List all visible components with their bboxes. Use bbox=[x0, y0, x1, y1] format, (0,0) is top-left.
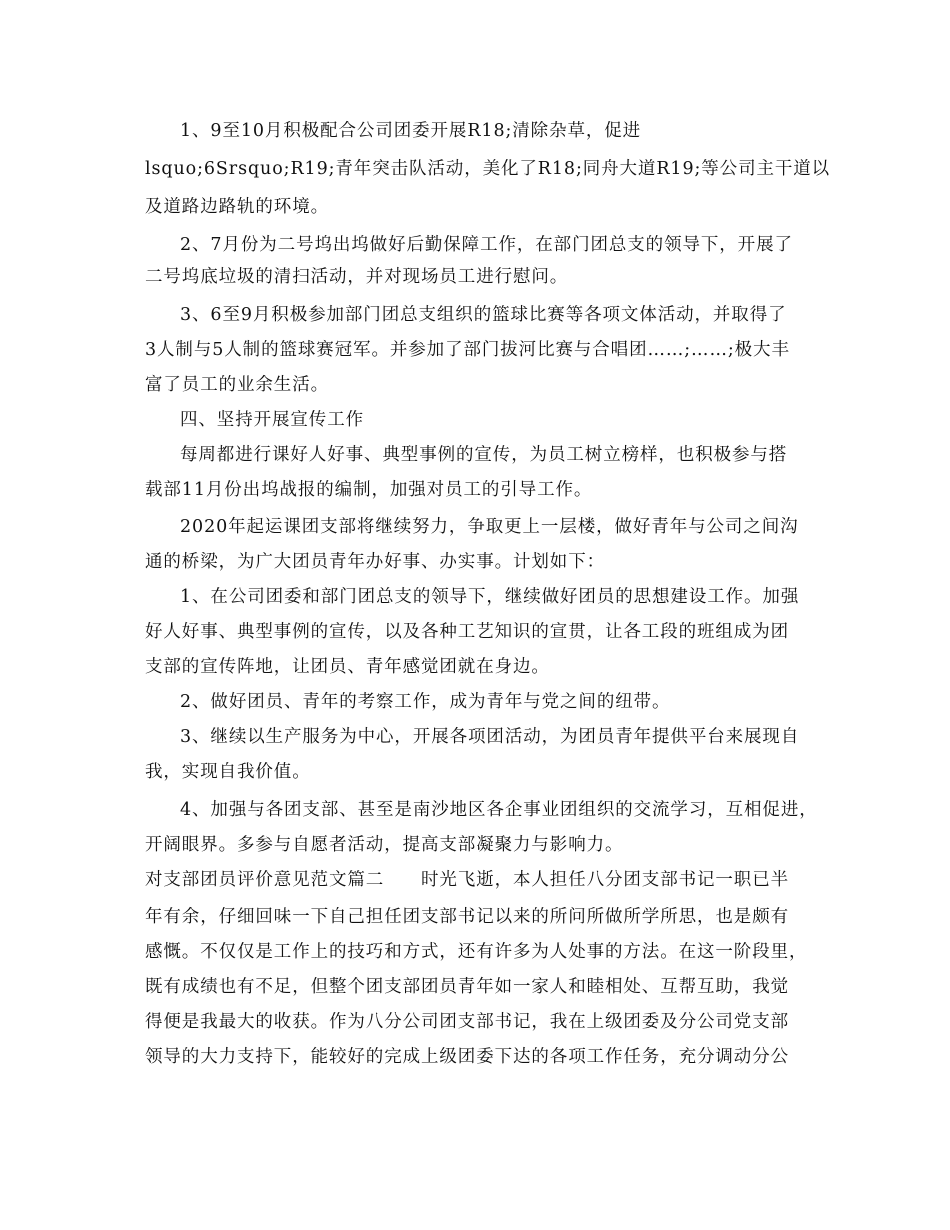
paragraph-line: lsquo;6Srsquo;R19;青年突击队活动，美化了R18;同舟大道R19;等公司主干道以 bbox=[145, 159, 831, 179]
paragraph-line: 3、6至9月积极参加部门团总支组织的篮球比赛等各项文体活动，并取得了 bbox=[180, 305, 787, 325]
paragraph-line: 1、9至10月积极配合公司团委开展R18;清除杂草，促进 bbox=[180, 121, 642, 141]
paragraph-line: 及道路边路轨的环境。 bbox=[145, 197, 329, 217]
paragraph-line: 感慨。不仅仅是工作上的技巧和方式，还有许多为人处事的方法。在这一阶段里， bbox=[145, 942, 808, 962]
paragraph-line: 3人制与5人制的篮球赛冠军。并参加了部门拔河比赛与合唱团……;……;极大丰 bbox=[145, 340, 790, 360]
paragraph-line: 既有成绩也有不足，但整个团支部团员青年如一家人和睦相处、互帮互助，我觉 bbox=[145, 977, 789, 997]
paragraph-line: 富了员工的业余生活。 bbox=[145, 375, 329, 395]
paragraph-line: 2020年起运课团支部将继续努力，争取更上一层楼，做好青年与公司之间沟 bbox=[180, 517, 799, 537]
paragraph-line: 2、做好团员、青年的考察工作，成为青年与党之间的纽带。 bbox=[180, 692, 671, 712]
paragraph-line: 领导的大力支持下，能较好的完成上级团委下达的各项工作任务，充分调动分公 bbox=[145, 1047, 789, 1067]
paragraph-line: 3、继续以生产服务为中心，开展各项团活动，为团员青年提供平台来展现自 bbox=[180, 727, 800, 747]
paragraph-line: 2、7月份为二号坞出坞做好后勤保障工作，在部门团总支的领导下，开展了 bbox=[180, 235, 793, 255]
paragraph-line: 通的桥梁，为广大团员青年办好事、办实事。计划如下： bbox=[145, 552, 605, 572]
paragraph-line: 开阔眼界。多参与自愿者活动，提高支部凝聚力与影响力。 bbox=[145, 835, 624, 855]
paragraph-line: 对支部团员评价意见范文篇二 时光飞逝，本人担任八分团支部书记一职已半 bbox=[145, 870, 789, 890]
paragraph-line: 好人好事、典型事例的宣传，以及各种工艺知识的宣贯，让各工段的班组成为团 bbox=[145, 622, 789, 642]
paragraph-line: 1、在公司团委和部门团总支的领导下，继续做好团员的思想建设工作。加强 bbox=[180, 587, 800, 607]
paragraph-line: 每周都进行课好人好事、典型事例的宣传，为员工树立榜样，也积极参与搭 bbox=[180, 445, 788, 465]
paragraph-line: 支部的宣传阵地，让团员、青年感觉团就在身边。 bbox=[145, 657, 550, 677]
section-heading: 四、坚持开展宣传工作 bbox=[180, 410, 364, 430]
paragraph-line: 4、加强与各团支部、甚至是南沙地区各企事业团组织的交流学习，互相促进， bbox=[180, 800, 818, 820]
paragraph-line: 我，实现自我价值。 bbox=[145, 762, 311, 782]
paragraph-line: 二号坞底垃圾的清扫活动，并对现场员工进行慰问。 bbox=[145, 267, 569, 287]
paragraph-line: 载部11月份出坞战报的编制，加强对员工的引导工作。 bbox=[145, 480, 593, 500]
paragraph-line: 年有余，仔细回味一下自己担任团支部书记以来的所问所做所学所思，也是颇有 bbox=[145, 907, 789, 927]
paragraph-line: 得便是我最大的收获。作为八分公司团支部书记，我在上级团委及分公司党支部 bbox=[145, 1012, 789, 1032]
